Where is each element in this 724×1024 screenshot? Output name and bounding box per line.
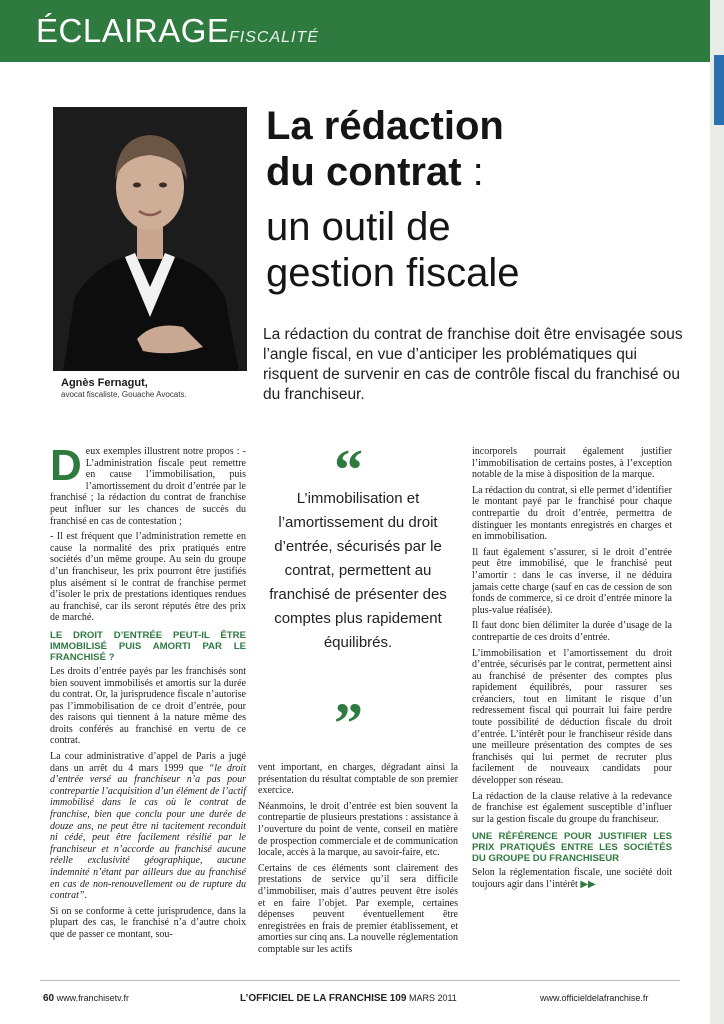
quote-close-mark: ” — [334, 691, 363, 756]
page-edge — [710, 0, 724, 1024]
title-line-3: un outil de — [266, 205, 451, 249]
author-name: Agnès Fernagut, — [61, 377, 148, 389]
author-role: avocat fiscaliste, Gouache Avocats. — [61, 390, 187, 399]
quote-open-mark: “ — [334, 437, 363, 502]
col1-paragraph: Les droits d’entrée payés par les franchisés sont bien souvent immobilisés et amortis sur la durée du contrat. Or, la jurisprudence fiscale n’autorise pas l’immobilisation de ce droit d’entrée, pour des raisons qui tiennent à la nature même des droits conférés au franchisé en vertu de ce contrat. — [50, 665, 246, 747]
footer-site-left: www.franchisetv.fr — [56, 993, 129, 1003]
section-subtitle: FISCALITÉ — [229, 29, 319, 46]
author-photo — [53, 107, 247, 371]
footer-left — [43, 993, 129, 1004]
article-standfirst: La rédaction du contrat de franchise doit être envisagée sous l’angle fiscal, en vue d’anticiper les problématiques qui risquent de survenir en cas de contrôle fiscal du franchisé ou du franchiseur. — [263, 326, 683, 403]
drop-cap: D — [50, 441, 82, 490]
col2-paragraph: vent important, en charges, dégradant ainsi la présentation du résultat comptable de son premier exercice. — [258, 762, 458, 797]
col3-paragraph: L’immobilisation et l’amortissement du droit d’entrée, sécurisés par le contrat, permettent ainsi au franchisé de présenter des comptes plus rapidement équilibrés, pour rassurer ses créanciers, tout en limitant le risque d’un redressement fiscal qui pourrait lui faire perdre toute possibilité de déduction fiscale du droit d’entrée. L’intérêt pour le franchiseur réside dans une meilleure présentation des comptes de ses franchisés qui lui permet de recruter plus facilement de nouveaux candidats pour développer son réseau. — [472, 647, 672, 787]
col3-paragraph: Il faut également s’assurer, si le droit d’entrée peut être immobilisé, que le franchisé peut l’amortir : dans le cas inverse, il ne déduira jamais cette charge (sauf en cas de cession de son fonds de commerce, si ce droit d’entrée minore la plus-value réalisée). — [472, 546, 672, 616]
title-line-4: gestion fiscale — [266, 251, 520, 295]
issue-date: MARS 2011 — [408, 993, 457, 1003]
portrait-illustration — [53, 107, 247, 371]
article-title — [266, 103, 686, 296]
jurisprudence-quote: “le droit d’entrée versé au franchiseur n’a pas pour contrepartie l’acquisition d’un élément de l’actif immobilisé dans le cas où le contrat de franchise, bien que conclu pour une durée de douze ans, ne peut être ni tacitement reconduit ni cédé, peut être facilement résilié par le franchiseur et n’accorde au franchisé aucune réelle exclusivité géographique, aucune indemnité n’étant par ailleurs due au franchisé en cas de non-renouvellement ou de rupture du contrat” — [50, 762, 246, 902]
col3-paragraph: La rédaction du contrat, si elle permet d’identifier le montant payé par le franchisé pour chaque contrepartie du droit d’entrée, permettra de distinguer les montants enregistrés en charges et en immobilisation. — [472, 484, 672, 543]
continue-arrows-icon: ▶▶ — [580, 879, 596, 890]
magazine-name: L’OFFICIEL DE LA FRANCHISE — [240, 993, 388, 1004]
section-title: ÉCLAIRAGE — [36, 12, 230, 49]
section-header-band — [0, 0, 710, 62]
col1-paragraph: . — [84, 890, 87, 902]
section-heading: LE DROIT D’ENTRÉE PEUT-IL ÊTRE IMMOBILISÉ PUIS AMORTI PAR LE FRANCHISÉ ? — [50, 629, 246, 663]
title-line-2-bold: du contrat — [266, 150, 462, 194]
edge-tab — [714, 55, 724, 125]
column-2 — [258, 762, 458, 960]
col1-paragraph: Si on se conforme à cette jurisprudence, dans la plupart des cas, le franchisé n’a d’autre choix que de passer ce montant, sou- — [50, 905, 246, 940]
column-3 — [472, 446, 672, 895]
col3-paragraph: incorporels pourrait également justifier l’immobilisation de certains postes, à l’exception notable de la mise à disposition de la marque. — [472, 446, 672, 481]
issue-number: 109 — [389, 993, 407, 1004]
page-number: 60 — [43, 993, 55, 1004]
col1-paragraph: eux exemples illustrent notre propos : - L’administration fiscale peut remettre en cause l’immobilisation, puis l’amortissement du droit d’entrée par le franchisé ; la rédaction du contrat de franchise peut influer sur les chances de succès du franchisé en cas de contestation ; — [50, 446, 246, 527]
footer-center — [240, 993, 457, 1004]
col1-paragraph: - Il est fréquent que l’administration remette en cause la normalité des prix pratiqués entre sociétés d’un même groupe. Au sein du groupe d’un franchiseur, les prix pourront être justifiés plus aisément si le contrat de franchise permet d’isoler le prix de prestations identiques rendues au franchisé, car ils seront réputés être des prix de marché. — [50, 531, 246, 624]
footer-site-right: www.officieldelafranchise.fr — [540, 993, 649, 1003]
title-line-1: La rédaction — [266, 104, 504, 148]
col1-paragraph: La cour administrative d’appel de Paris a jugé dans un arrêt du 4 mars 1999 que — [50, 751, 246, 774]
col3-paragraph: Selon la réglementation fiscale, une société doit toujours agir dans l’intérêt — [472, 867, 672, 890]
footer-rule — [40, 980, 680, 981]
title-line-2-rest: : — [461, 150, 484, 194]
col3-paragraph: Il faut donc bien délimiter la durée d’usage de la contrepartie de ces droits d’entrée. — [472, 620, 672, 643]
footer-right — [540, 993, 648, 1003]
col3-paragraph: La rédaction de la clause relative à la redevance de franchise est également susceptible d’influer sur la gestion fiscale du groupe du franchiseur. — [472, 790, 672, 825]
col2-paragraph: Certains de ces éléments sont clairement des prestations de service qu’il sera difficile d’immobiliser, mais d’autres peuvent être isolés et en faire l’objet. Par exemple, certaines dépenses peuvent éventuellement être enregistrées en frais de premier établissement, et amorties sur cinq ans. La nouvelle réglementation comptable sur les actifs — [258, 862, 458, 955]
pull-quote: L’immobilisation et l’amortissement du droit d’entrée, sécurisés par le contrat, permettent au franchisé de présenter des comptes plus rapidement équilibrés. — [269, 490, 447, 651]
column-1 — [50, 441, 246, 945]
col2-paragraph: Néanmoins, le droit d’entrée est bien souvent la contrepartie de plusieurs prestations : assistance à l’ouverture du point de vente, conseil en matière de prospection commerciale et de communication locale, accès à la marque, au savoir-faire, etc. — [258, 800, 458, 859]
section-heading: UNE RÉFÉRENCE POUR JUSTIFIER LES PRIX PRATIQUÉS ENTRE LES SOCIÉTÉS DU GROUPE DU FRANCHISEUR — [472, 831, 672, 865]
